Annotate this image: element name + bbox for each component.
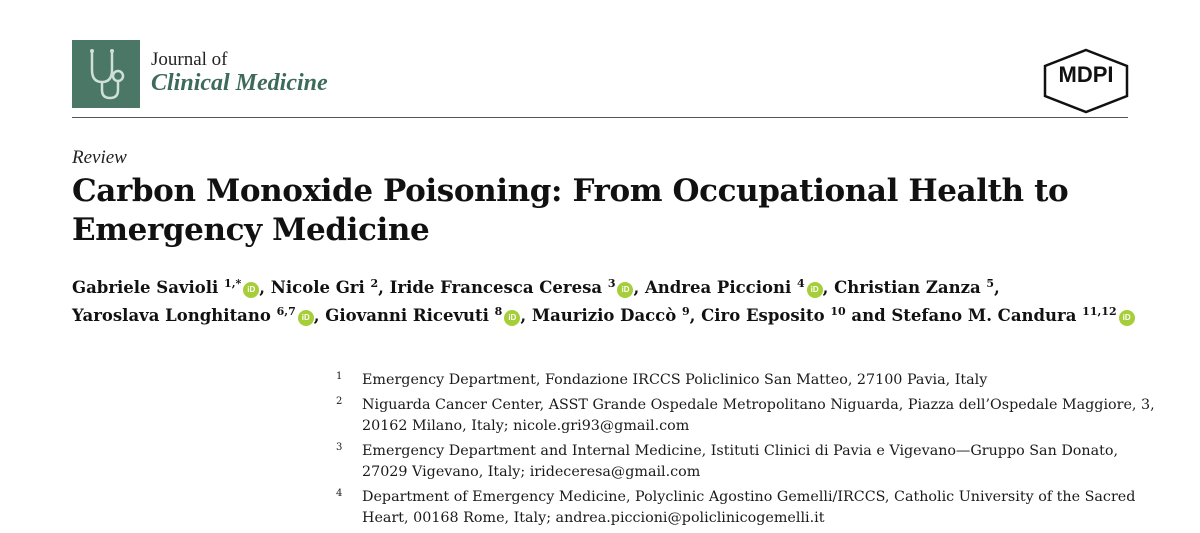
author-separator: and [845,306,892,325]
orcid-icon[interactable]: iD [243,282,259,298]
affiliation-item [336,487,1156,529]
journal-header [0,0,1200,118]
author-separator: , [689,306,702,325]
author-list [72,274,1172,330]
affiliation-text: Niguarda Cancer Center, ASST Grande Ospedale Metropolitano Niguarda, Piazza dell’Ospedale Maggiore, 3, 20162 Milano, Italy; nicole.gri93@gmail.com [362,397,1155,434]
affiliation-ref: 1,* [224,277,242,290]
author-separator: , [633,278,645,297]
author-name[interactable]: Gabriele Savioli $^{1,*}$ [72,277,242,297]
author-name[interactable]: Giovanni Ricevuti $^8$ [325,305,503,325]
affiliation-text: Department of Emergency Medicine, Polyclinic Agostino Gemelli/IRCCS, Catholic University of the Sacred Heart, 00168 Rome, Italy; andrea.piccioni@policlinicogemelli.it [362,489,1136,526]
author-name[interactable]: Ciro Esposito $^{10}$ [701,305,846,325]
orcid-icon[interactable]: iD [807,282,823,298]
affiliation-ref: 3 [607,277,616,290]
author-separator: , [520,306,532,325]
orcid-icon[interactable]: iD [1119,310,1135,326]
author-separator: , [259,278,271,297]
article-title [72,172,1132,250]
orcid-icon[interactable]: iD [298,310,314,326]
article-type: Review [72,147,127,168]
header-divider [72,117,1128,118]
author-separator: , [994,278,1000,297]
author-name[interactable]: Stefano M. Candura $^{11,12}$ [891,305,1117,325]
affiliation-number: 1 [336,371,343,382]
affiliation-ref: 11,12 [1082,305,1117,318]
orcid-icon[interactable]: iD [617,282,633,298]
title-line: Emergency Medicine [72,212,430,248]
affiliation-ref: 6,7 [276,305,296,318]
affiliation-text: Emergency Department and Internal Medicine, Istituti Clinici di Pavia e Vigevano—Gruppo San Donato, 27029 Vigevano, Italy; irideceresa@gmail.com [362,443,1119,480]
affiliation-list [336,370,1156,533]
author-line [72,274,1172,302]
journal-of-label: Journal of [151,49,228,70]
affiliation-ref: 5 [986,277,995,290]
affiliation-ref: 9 [681,305,690,318]
stethoscope-icon [72,40,140,108]
author-name[interactable]: Yaroslava Longhitano $^{6,7}$ [72,305,296,325]
affiliation-item [336,441,1156,483]
affiliation-ref: 2 [370,277,379,290]
affiliation-item [336,395,1156,437]
author-line [72,302,1172,330]
author-separator: , [378,278,390,297]
orcid-icon[interactable]: iD [504,310,520,326]
author-name[interactable]: Nicole Gri $^2$ [270,277,379,297]
affiliation-number: 2 [336,396,343,407]
author-separator: , [822,278,835,297]
journal-name: Clinical Medicine [151,70,328,96]
author-name[interactable]: Christian Zanza $^5$ [834,277,995,297]
journal-logo [72,40,140,108]
affiliation-item [336,370,1156,391]
author-name[interactable]: Iride Francesca Ceresa $^3$ [389,277,616,297]
affiliation-text: Emergency Department, Fondazione IRCCS Policlinico San Matteo, 27100 Pavia, Italy [362,372,988,388]
affiliation-number: 4 [336,488,343,499]
affiliation-number: 3 [336,442,343,453]
affiliation-ref: 10 [830,305,846,318]
title-line: Carbon Monoxide Poisoning: From Occupational Health to [72,173,1069,209]
affiliation-ref: 4 [796,277,805,290]
author-separator: , [313,306,326,325]
author-name[interactable]: Maurizio Daccò $^9$ [531,305,690,325]
publisher-name: MDPI [1058,62,1114,87]
author-name[interactable]: Andrea Piccioni $^4$ [644,277,805,297]
publisher-logo [1041,48,1131,114]
affiliation-ref: 8 [494,305,503,318]
